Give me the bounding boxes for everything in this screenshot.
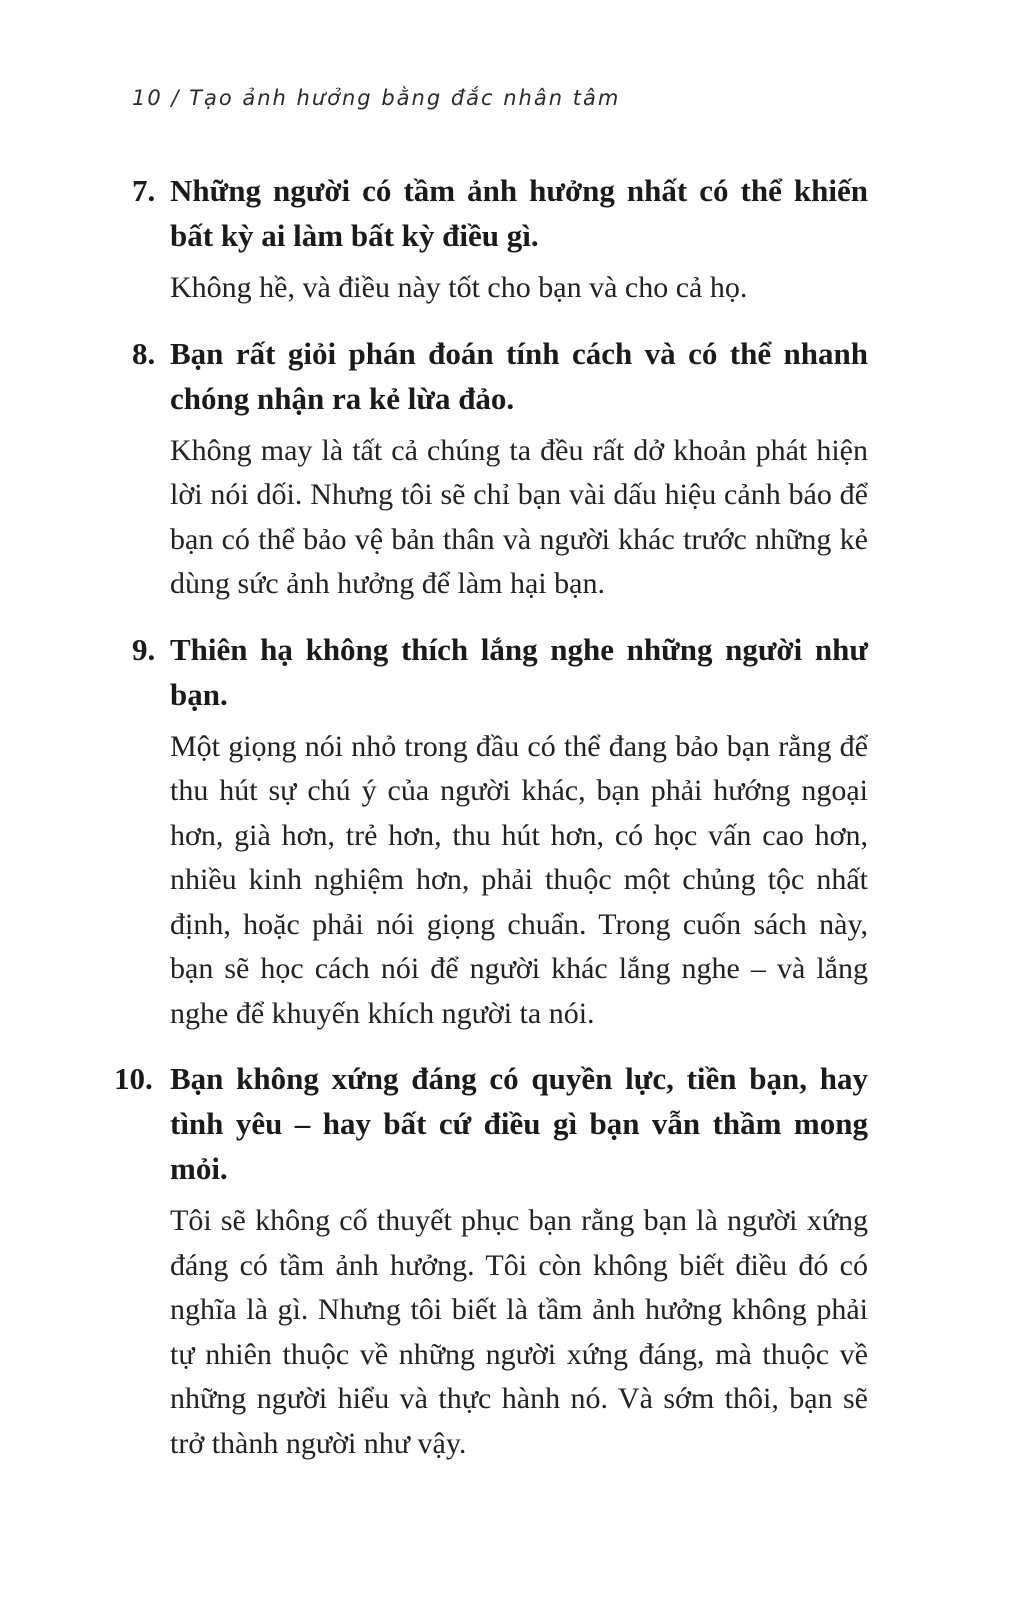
item-title: Bạn rất giỏi phán đoán tính cách và có thể nhanh chóng nhận ra kẻ lừa đảo. (170, 335, 868, 416)
item-number: 9. (132, 631, 156, 667)
list-item-10 (114, 1056, 868, 1466)
item-title: Bạn không xứng đáng có quyền lực, tiền bạn, hay tình yêu – hay bất cứ điều gì bạn vẫn thầm mong mỏi. (170, 1061, 868, 1186)
item-title: Thiên hạ không thích lắng nghe những người như bạn. (170, 631, 868, 712)
item-number: 8. (132, 335, 156, 371)
list-item-7 (132, 168, 868, 311)
item-body: Tôi sẽ không cố thuyết phục bạn rằng bạn là người xứng đáng có tầm ảnh hưởng. Tôi còn không biết điều đó có nghĩa là gì. Nhưng tôi biết là tầm ảnh hưởng không phải tự nhiên thuộc về những người xứng đáng, mà thuộc về những người hiểu và thực hành nó. Và sớm thôi, bạn sẽ trở thành người như vậy. (170, 1204, 868, 1460)
item-body: Không may là tất cả chúng ta đều rất dở khoản phát hiện lời nói dối. Nhưng tôi sẽ chỉ bạn vài dấu hiệu cảnh báo để bạn có thể bảo vệ bản thân và người khác trước những kẻ dùng sức ảnh hưởng để làm hại bạn. (170, 433, 868, 600)
item-body: Không hề, và điều này tốt cho bạn và cho cả họ. (170, 271, 748, 304)
item-heading (114, 1056, 868, 1191)
item-heading (132, 627, 868, 717)
item-title: Những người có tầm ảnh hưởng nhất có thể khiến bất kỳ ai làm bất kỳ điều gì. (170, 173, 868, 253)
item-number: 10. (114, 1061, 153, 1096)
item-body: Một giọng nói nhỏ trong đầu có thể đang bảo bạn rằng để thu hút sự chú ý của người khác, bạn phải hướng ngoại hơn, già hơn, trẻ hơn, thu hút hơn, có học vấn cao hơn, nhiều kinh nghiệm hơn, phải thuộc một chủng tộc nhất định, hoặc phải nói giọng chuẩn. Trong cuốn sách này, bạn sẽ học cách nói để người khác lắng nghe – và lắng nghe để khuyến khích người ta nói. (170, 729, 868, 1030)
list-item-8 (132, 331, 868, 607)
running-header: 10 / Tạo ảnh hưởng bằng đắc nhân tâm (132, 86, 621, 110)
list-item-9 (132, 627, 868, 1037)
page-content (114, 168, 868, 1486)
item-number: 7. (132, 173, 156, 208)
item-heading (132, 168, 868, 258)
item-heading (132, 331, 868, 421)
